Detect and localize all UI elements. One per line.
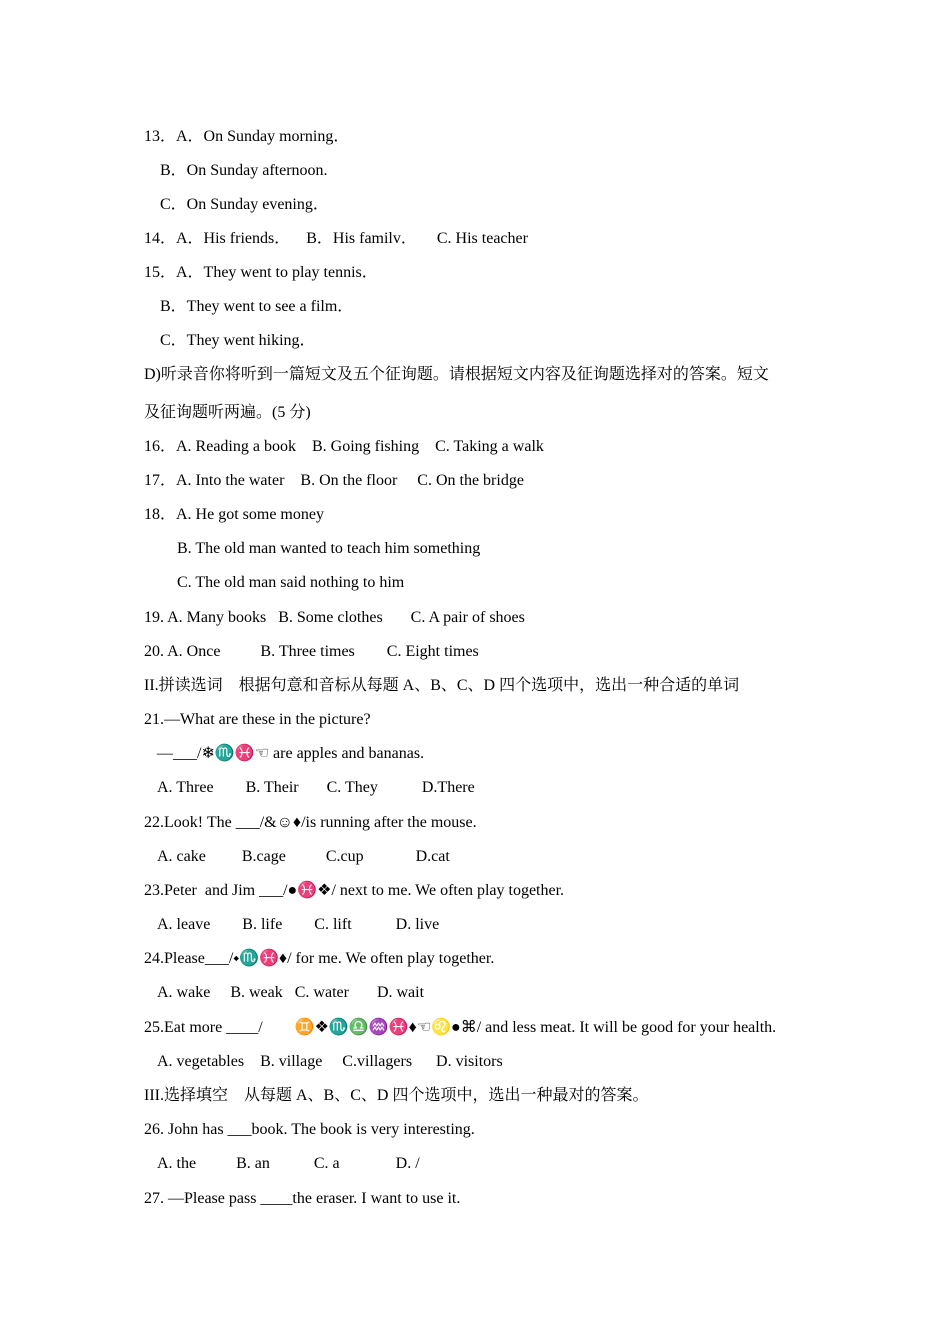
question-21: 21.—What are these in the picture? bbox=[144, 711, 371, 728]
line-15c: C．They went hiking． bbox=[160, 332, 316, 349]
question-26-options: A. the B. an C. a D. / bbox=[157, 1155, 420, 1172]
line-20: 20. A. Once B. Three times C. Eight times bbox=[144, 643, 479, 660]
line-15: 15．A．They went to play tennis． bbox=[144, 264, 378, 281]
question-22: 22.Look! The ___/&☺♦/is running after the mouse. bbox=[144, 814, 477, 831]
question-21-options: A. Three B. Their C. They D.There bbox=[157, 779, 475, 796]
question-23-options: A. leave B. life C. lift D. live bbox=[157, 916, 440, 933]
question-24: 24.Please___/⬩♏♓♦/ for me. We often play together. bbox=[144, 950, 495, 967]
line-13b: B．On Sunday afternoon. bbox=[160, 162, 328, 179]
question-26: 26. John has ___book. The book is very interesting. bbox=[144, 1121, 475, 1138]
line-18b: B. The old man wanted to teach him something bbox=[177, 540, 481, 557]
question-24-options: A. wake B. weak C. water D. wait bbox=[157, 984, 425, 1001]
line-13: 13．A．On Sunday morning． bbox=[144, 128, 350, 145]
section-d-instructions: D)听录音你将听到一篇短文及五个征询题。请根据短文内容及征询题选择对的答案。短文 bbox=[144, 366, 769, 383]
line-15b: B．They went to see a film． bbox=[160, 298, 354, 315]
question-23: 23.Peter and Jim ___/●♓❖/ next to me. We often play together. bbox=[144, 882, 565, 899]
question-27: 27. —Please pass ____the eraser. I want to use it. bbox=[144, 1190, 461, 1207]
line-18: 18．A. He got some money bbox=[144, 506, 324, 523]
line-13c: C．On Sunday evening． bbox=[160, 196, 329, 213]
question-25: 25.Eat more ____/ ♊❖♏♎♒♓♦☜♌●⌘/ and less meat. It will be good for your health. bbox=[144, 1019, 777, 1036]
section-ii-heading: II.拼读选词 根据句意和音标从每题 A、B、C、D 四个选项中，选出一种合适的单词 bbox=[144, 677, 740, 694]
line-14: 14．A．His friends． B．His familv． C. His teacher bbox=[144, 230, 528, 247]
question-22-options: A. cake B.cage C.cup D.cat bbox=[157, 848, 450, 865]
section-iii-heading: III.选择填空 从每题 A、B、C、D 四个选项中，选出一种最对的答案。 bbox=[144, 1087, 649, 1104]
question-21-answer-line: —___/❄♏♓☜ are apples and bananas. bbox=[157, 745, 425, 762]
line-18c: C. The old man said nothing to him bbox=[177, 574, 405, 591]
line-19: 19. A. Many books B. Some clothes C. A pair of shoes bbox=[144, 609, 525, 626]
line-16: 16．A. Reading a book B. Going fishing C. Taking a walk bbox=[144, 438, 544, 455]
section-d-instructions-cont: 及征询题听两遍。(5 分) bbox=[144, 404, 311, 421]
line-17: 17．A. Into the water B. On the floor C. On the bridge bbox=[144, 472, 524, 489]
question-25-options: A. vegetables B. village C.villagers D. visitors bbox=[157, 1053, 503, 1070]
